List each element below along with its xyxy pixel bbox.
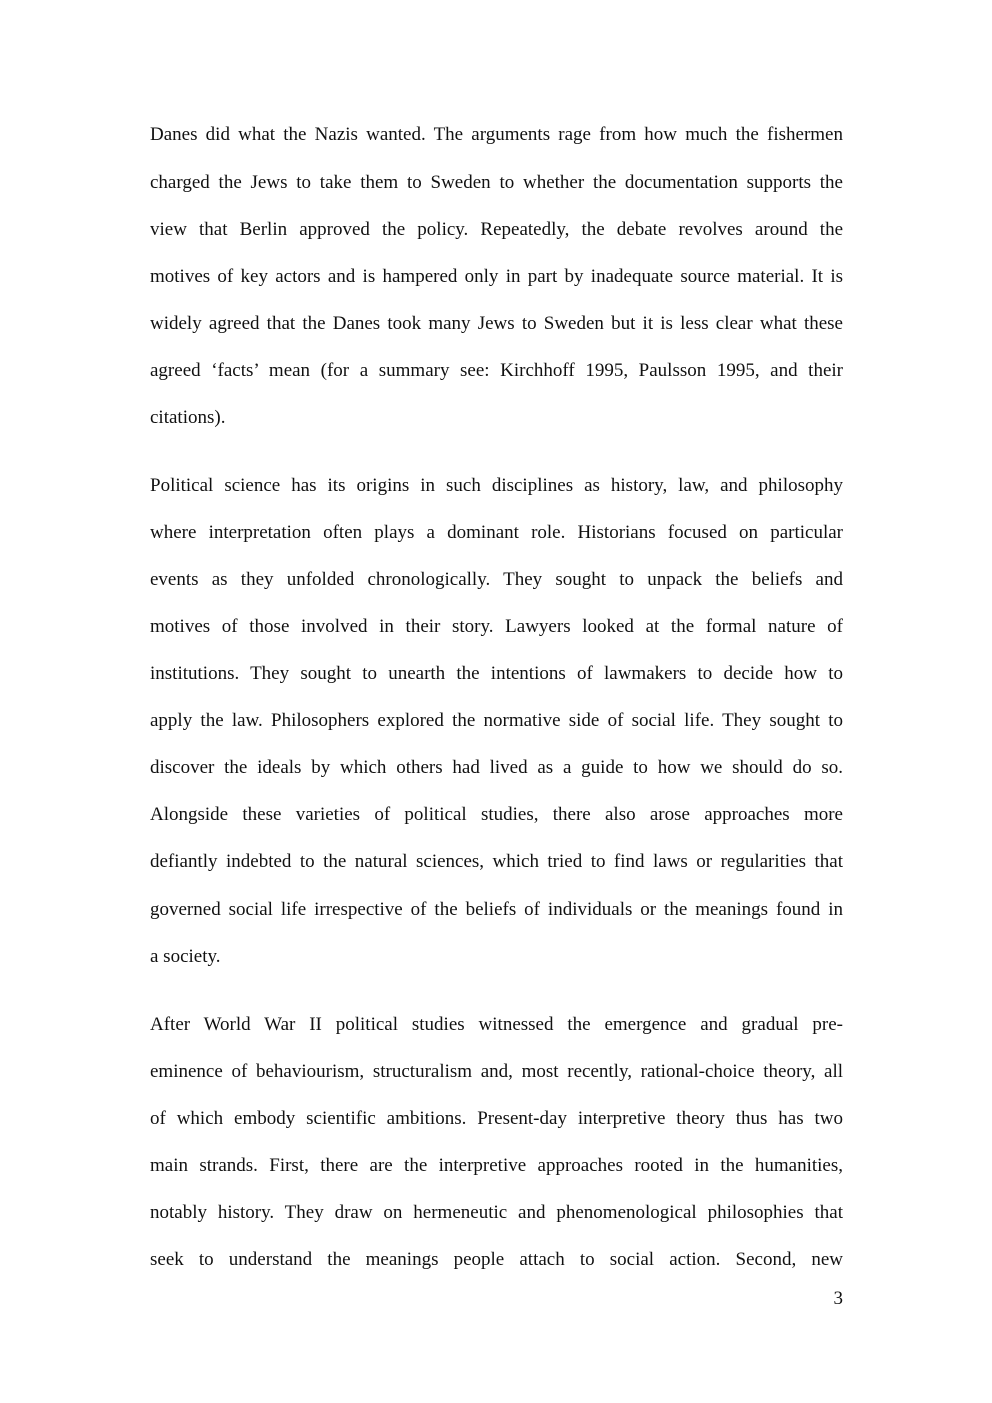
- text-line: notably history. They draw on hermeneutic and phenomenological philosophies that: [150, 1202, 843, 1223]
- text-line: seek to understand the meanings people attach to social action. Second, new: [150, 1249, 843, 1270]
- text-line: events as they unfolded chronologically. They sought to unpack the beliefs and: [150, 569, 843, 590]
- text-line: main strands. First, there are the interpretive approaches rooted in the humanities,: [150, 1155, 843, 1176]
- text-line: Danes did what the Nazis wanted. The arguments rage from how much the fishermen: [150, 124, 843, 145]
- text-line: After World War II political studies witnessed the emergence and gradual pre-: [150, 1014, 843, 1035]
- text-line: governed social life irrespective of the beliefs of individuals or the meanings found in: [150, 899, 843, 920]
- text-line: citations).: [150, 407, 226, 428]
- text-line: where interpretation often plays a dominant role. Historians focused on particular: [150, 522, 843, 543]
- text-line: view that Berlin approved the policy. Repeatedly, the debate revolves around the: [150, 219, 843, 240]
- text-line: a society.: [150, 946, 221, 967]
- text-line: widely agreed that the Danes took many Jews to Sweden but it is less clear what these: [150, 313, 843, 334]
- text-line: institutions. They sought to unearth the intentions of lawmakers to decide how to: [150, 663, 843, 684]
- text-line: apply the law. Philosophers explored the normative side of social life. They sought to: [150, 710, 843, 731]
- text-line: motives of those involved in their story. Lawyers looked at the formal nature of: [150, 616, 843, 637]
- text-line: Alongside these varieties of political studies, there also arose approaches more: [150, 804, 843, 825]
- page-number: 3: [833, 1288, 843, 1309]
- text-line: defiantly indebted to the natural sciences, which tried to find laws or regularities that: [150, 851, 843, 872]
- text-line: motives of key actors and is hampered only in part by inadequate source material. It is: [150, 266, 843, 287]
- text-line: of which embody scientific ambitions. Present-day interpretive theory thus has two: [150, 1108, 843, 1129]
- text-line: discover the ideals by which others had lived as a guide to how we should do so.: [150, 757, 843, 778]
- text-line: charged the Jews to take them to Sweden to whether the documentation supports the: [150, 172, 843, 193]
- text-line: eminence of behaviourism, structuralism and, most recently, rational-choice theory, all: [150, 1061, 843, 1082]
- text-line: Political science has its origins in such disciplines as history, law, and philosophy: [150, 475, 843, 496]
- text-line: agreed ‘facts’ mean (for a summary see: Kirchhoff 1995, Paulsson 1995, and their: [150, 360, 843, 381]
